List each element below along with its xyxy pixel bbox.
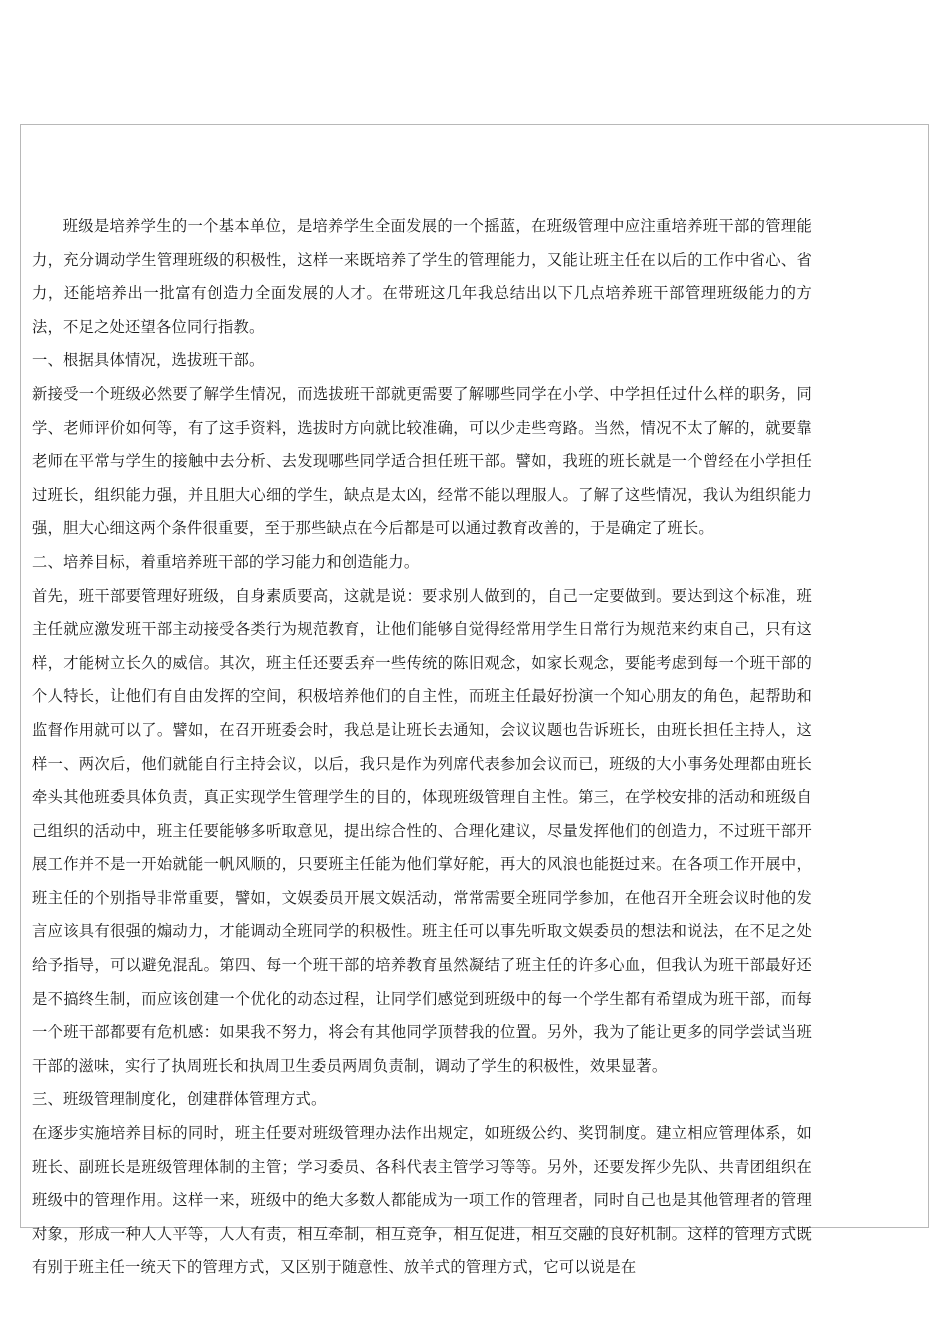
document-body (32, 210, 812, 1285)
section-heading-3: 三、班级管理制度化，创建群体管理方式。 (32, 1090, 327, 1109)
section-heading-2: 二、培养目标，着重培养班干部的学习能力和创造能力。 (32, 552, 420, 571)
section-heading-1: 一、根据具体情况，选拔班干部。 (32, 351, 265, 370)
paragraph-section-2: 首先，班干部要管理好班级，自身素质要高，这就是说：要求别人做到的，自己一定要做到。要达到这个标准，班主任就应激发班干部主动接受各类行为规范教育，让他们能够自觉得经常用学生日常行为规范来约束自己，只有这样，才能树立长久的威信。其次，班主任还要丢弃一些传统的陈旧观念，如家长观念，要能考虑到每一个班干部的个人特长，让他们有自由发挥的空间，积极培养他们的自主性，而班主任最好扮演一个知心朋友的角色，起帮助和监督作用就可以了。譬如，在召开班委会时，我总是让班长去通知，会议议题也告诉班长，由班长担任主持人，这样一、两次后，他们就能自行主持会议，以后，我只是作为列席代表参加会议而已，班级的大小事务处理都由班长牵头其他班委具体负责，真正实现学生管理学生的目的，体现班级管理自主性。第三，在学校安排的活动和班级自己组织的活动中，班主任要能够多听取意见，提出综合性的、合理化建议，尽量发挥他们的创造力，不过班干部开展工作并不是一开始就能一帆风顺的，只要班主任能为他们掌好舵，再大的风浪也能挺过来。在各项工作开展中，班主任的个别指导非常重要，譬如，文娱委员开展文娱活动，常常需要全班同学参加，在他召开全班会议时他的发言应该具有很强的煽动力，才能调动全班同学的积极性。班主任可以事先听取文娱委员的想法和说法，在不足之处给予指导，可以避免混乱。第四、每一个班干部的培养教育虽然凝结了班主任的许多心血，但我认为班干部最好还是不搞终生制，而应该创建一个优化的动态过程，让同学们感觉到班级中的每一个学生都有希望成为班干部，而每一个班干部都要有危机感：如果我不努力，将会有其他同学顶替我的位置。另外，我为了能让更多的同学尝试当班干部的滋味，实行了执周班长和执周卫生委员两周负责制，调动了学生的积极性，效果显著。 (32, 586, 812, 1075)
paragraph-intro: 班级是培养学生的一个基本单位，是培养学生全面发展的一个摇蓝，在班级管理中应注重培养班干部的管理能力，充分调动学生管理班级的积极性，这样一来既培养了学生的管理能力，又能让班主任在以后的工作中省心、省力，还能培养出一批富有创造力全面发展的人才。在带班这几年我总结出以下几点培养班干部管理班级能力的方法，不足之处还望各位同行指教。 (32, 217, 812, 336)
paragraph-section-1: 新接受一个班级必然要了解学生情况，而选拔班干部就更需要了解哪些同学在小学、中学担任过什么样的职务，同学、老师评价如何等，有了这手资料，选拔时方向就比较准确，可以少走些弯路。当然，情况不太了解的，就要靠老师在平常与学生的接触中去分析、去发现哪些同学适合担任班干部。譬如，我班的班长就是一个曾经在小学担任过班长，组织能力强，并且胆大心细的学生，缺点是太凶，经常不能以理服人。了解了这些情况，我认为组织能力强，胆大心细这两个条件很重要，至于那些缺点在今后都是可以通过教育改善的，于是确定了班长。 (32, 384, 812, 538)
paragraph-section-3: 在逐步实施培养目标的同时，班主任要对班级管理办法作出规定，如班级公约、奖罚制度。建立相应管理体系，如班长、副班长是班级管理体制的主管；学习委员、各科代表主管学习等等。另外，还要发挥少先队、共青团组织在班级中的管理作用。这样一来，班级中的绝大多数人都能成为一项工作的管理者，同时自己也是其他管理者的管理对象，形成一种人人平等，人人有责，相互牵制，相互竞争，相互促进，相互交融的良好机制。这样的管理方式既有别于班主任一统天下的管理方式，又区别于随意性、放羊式的管理方式，它可以说是在 (32, 1124, 812, 1277)
